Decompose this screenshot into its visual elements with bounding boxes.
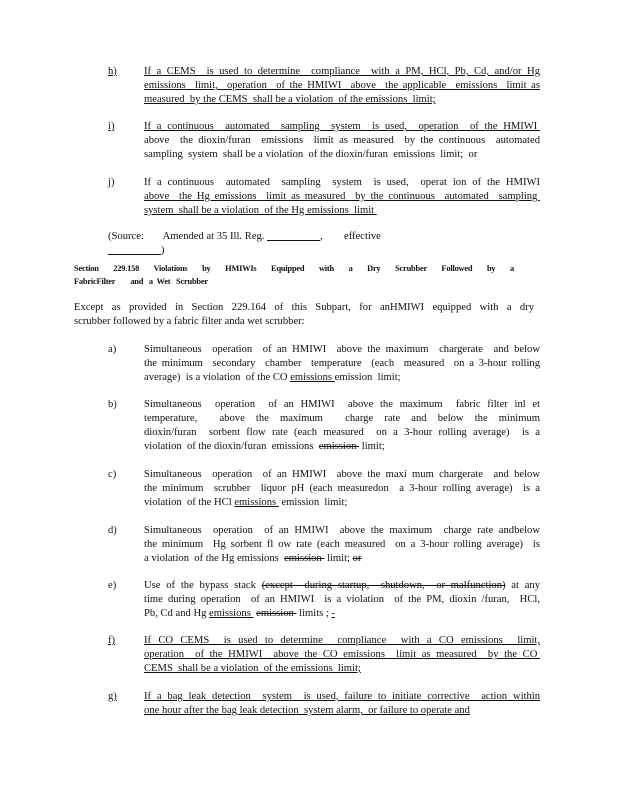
item-label: e) (108, 580, 117, 591)
item-text (144, 176, 540, 218)
text-run: Use of the bypass stack (144, 580, 262, 591)
item-text-line (144, 190, 540, 204)
item-text-line (144, 496, 540, 510)
text-run: sampling system shall be a violation of the dioxin/furan emissions limit; or (144, 149, 478, 160)
item-text (144, 468, 540, 510)
text-run: limits ; (296, 608, 332, 619)
item-text-line (144, 343, 540, 357)
item-text-line (144, 579, 540, 593)
text-run: limit; (324, 553, 353, 564)
item-text (144, 524, 540, 566)
intro-line-1: Except as provided in Section 229.164 of this Subpart, for anHMIWI equipped with a dry (74, 302, 534, 313)
underlined-text: above the Hg emissions limit as measured by the continuous automated sampling (144, 191, 540, 202)
underlined-text: emissions (234, 497, 279, 508)
text-run: at any (505, 580, 541, 591)
underlined-text: emissions limit, operation of the HMIWI above the applicable emissions limit as (144, 80, 540, 91)
item-text-line (144, 65, 540, 79)
text-run: Simultaneous operation of an HMIWI above the maximum charge rate andbelow (144, 525, 540, 536)
item-text (144, 398, 540, 454)
text-run: the minimum secondary chamber temperature (each measured on a 3-hour rolling (144, 358, 540, 369)
item-text-line (144, 426, 540, 440)
source-close: ) (160, 245, 165, 256)
text-run: dioxin/furan sorbent flow rate (each measured on a 3-hour rolling average) is a (144, 427, 540, 438)
item-text-line (144, 357, 540, 371)
section-heading-line-2: FabricFilter and a Wet Scrubber (74, 277, 208, 286)
text-run: Simultaneous operation of an HMIWI above the maximum fabric filter inl et (144, 399, 540, 410)
underlined-text: emissions (290, 372, 335, 383)
item-label: f) (108, 635, 116, 646)
item-text-line (144, 412, 540, 426)
item-text (144, 690, 540, 718)
underlined-text: If a continuous automated sampling system is used, operation of the HMIWI (144, 121, 540, 132)
source-amended: Amended at 35 Ill. Reg. (162, 231, 265, 242)
struck-text: (except during startup, shutdown, or malfunction) (261, 580, 506, 591)
item-label: c) (108, 469, 117, 480)
text-run: Simultaneous operation of an HMIWI above the maxi mum chargerate and below (144, 469, 540, 480)
text-run: time during operation of an HMIWI is a violation of the PM, dioxin /furan, HCl, (144, 594, 540, 605)
item-label: a) (108, 344, 117, 355)
underlined-text: emissions (209, 608, 254, 619)
underlined-text: operation of the HMIWI above the CO emissions limit as measured by the CO (144, 649, 540, 660)
struck-text: or (352, 553, 362, 564)
item-label: h) (108, 66, 117, 77)
source-note (108, 230, 448, 258)
text-run: limit; (359, 441, 385, 452)
text-run: emission limit; (278, 497, 348, 508)
underlined-text: system shall be a violation of the Hg emissions limit (144, 205, 377, 216)
underlined-text: If a CEMS is used to determine compliance with a PM, HCl, Pb, Cd, and/or Hg (144, 66, 540, 77)
item-text (144, 579, 540, 621)
section-heading (74, 262, 514, 288)
underlined-text: measured by the CEMS shall be a violation of the emissions limit; (144, 94, 436, 105)
item-text-line (144, 662, 540, 676)
struck-text: emission (284, 553, 325, 564)
item-text (144, 65, 540, 107)
item-text-line (144, 134, 540, 148)
source-blank-register: __________ (267, 231, 321, 242)
underlined-text: If CO CEMS is used to determine compliance with a CO emissions limit, (144, 635, 540, 646)
item-text (144, 120, 540, 162)
underlined-text: CEMS shall be a violation of the emissions limit; (144, 663, 361, 674)
item-text-line (144, 593, 540, 607)
text-run: Simultaneous operation of an HMIWI above the maximum chargerate and below (144, 344, 540, 355)
item-label: b) (108, 399, 117, 410)
text-run: temperature, above the maximum charge rate and below the minimum (144, 413, 540, 424)
text-run: above the dioxin/furan emissions limit as measured by the continuous automated (144, 135, 540, 146)
struck-text: emission (256, 608, 297, 619)
item-text-line (144, 148, 540, 162)
item-text-line (144, 704, 540, 718)
source-prefix: (Source: (108, 231, 144, 242)
underlined-text: - (331, 608, 336, 619)
item-text-line (144, 440, 540, 454)
item-text (144, 634, 540, 676)
text-run: emission limit; (334, 372, 401, 383)
item-text-line (144, 538, 540, 552)
source-effective: effective (344, 231, 381, 242)
text-run: If a continuous automated sampling system is used, operat ion of the HMIWI (144, 177, 540, 188)
item-text-line (144, 176, 540, 190)
item-label: j) (108, 177, 115, 188)
item-text-line (144, 552, 540, 566)
item-text-line (144, 371, 540, 385)
item-text-line (144, 79, 540, 93)
item-text-line (144, 634, 540, 648)
underlined-text: one hour after the bag leak detection system alarm, or failure to operate and (144, 705, 470, 716)
item-text-line (144, 93, 540, 107)
item-label: d) (108, 525, 117, 536)
struck-text: emission (318, 441, 360, 452)
text-run: average) is a violation of the CO (144, 372, 291, 383)
text-run: violation of the dioxin/furan emissions (144, 441, 319, 452)
item-label: g) (108, 691, 117, 702)
item-text-line (144, 690, 540, 704)
item-text-line (144, 648, 540, 662)
source-comma: , (320, 231, 323, 242)
source-blank-date: __________ (108, 245, 161, 256)
text-run: violation of the HCl (144, 497, 235, 508)
underlined-text: If a bag leak detection system is used, failure to initiate corrective action within (144, 691, 540, 702)
section-heading-line-1: Section 229.158 Violations by HMIWIs Equipped with a Dry Scrubber Followed by a (74, 264, 514, 273)
item-label: i) (108, 121, 115, 132)
item-text-line (144, 468, 540, 482)
intro-line-2: scrubber followed by a fabric filter anda wet scrubber: (74, 316, 305, 327)
text-run: the minimum scrubber liquor pH (each measuredon a 3-hour rolling average) is a (144, 483, 540, 494)
text-run: a violation of the Hg emissions (144, 553, 285, 564)
item-text-line (144, 204, 540, 218)
intro-paragraph (74, 301, 534, 329)
item-text-line (144, 482, 540, 496)
item-text (144, 343, 540, 385)
item-text-line (144, 524, 540, 538)
item-text-line (144, 607, 540, 621)
text-run: Pb, Cd and Hg (144, 608, 210, 619)
item-text-line (144, 398, 540, 412)
text-run: the minimum Hg sorbent fl ow rate (each measured on a 3-hour rolling average) is (144, 539, 540, 550)
item-text-line (144, 120, 540, 134)
